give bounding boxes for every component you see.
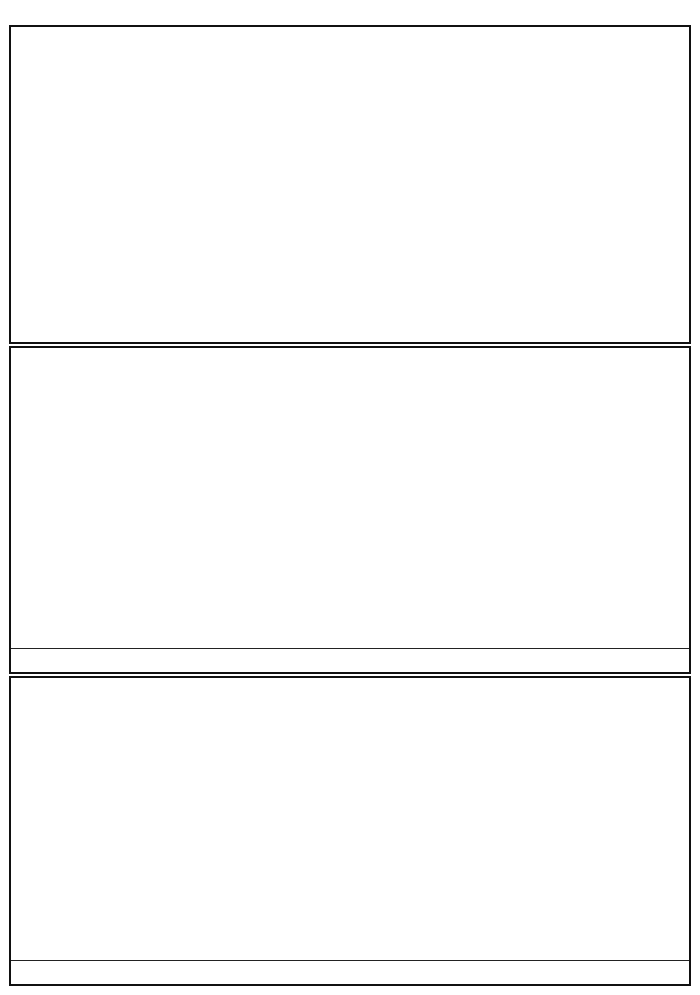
table-3 <box>9 676 691 986</box>
table-3-note <box>11 960 689 984</box>
table-2 <box>9 346 691 674</box>
table-2-note <box>11 648 689 672</box>
table-1 <box>9 25 691 344</box>
